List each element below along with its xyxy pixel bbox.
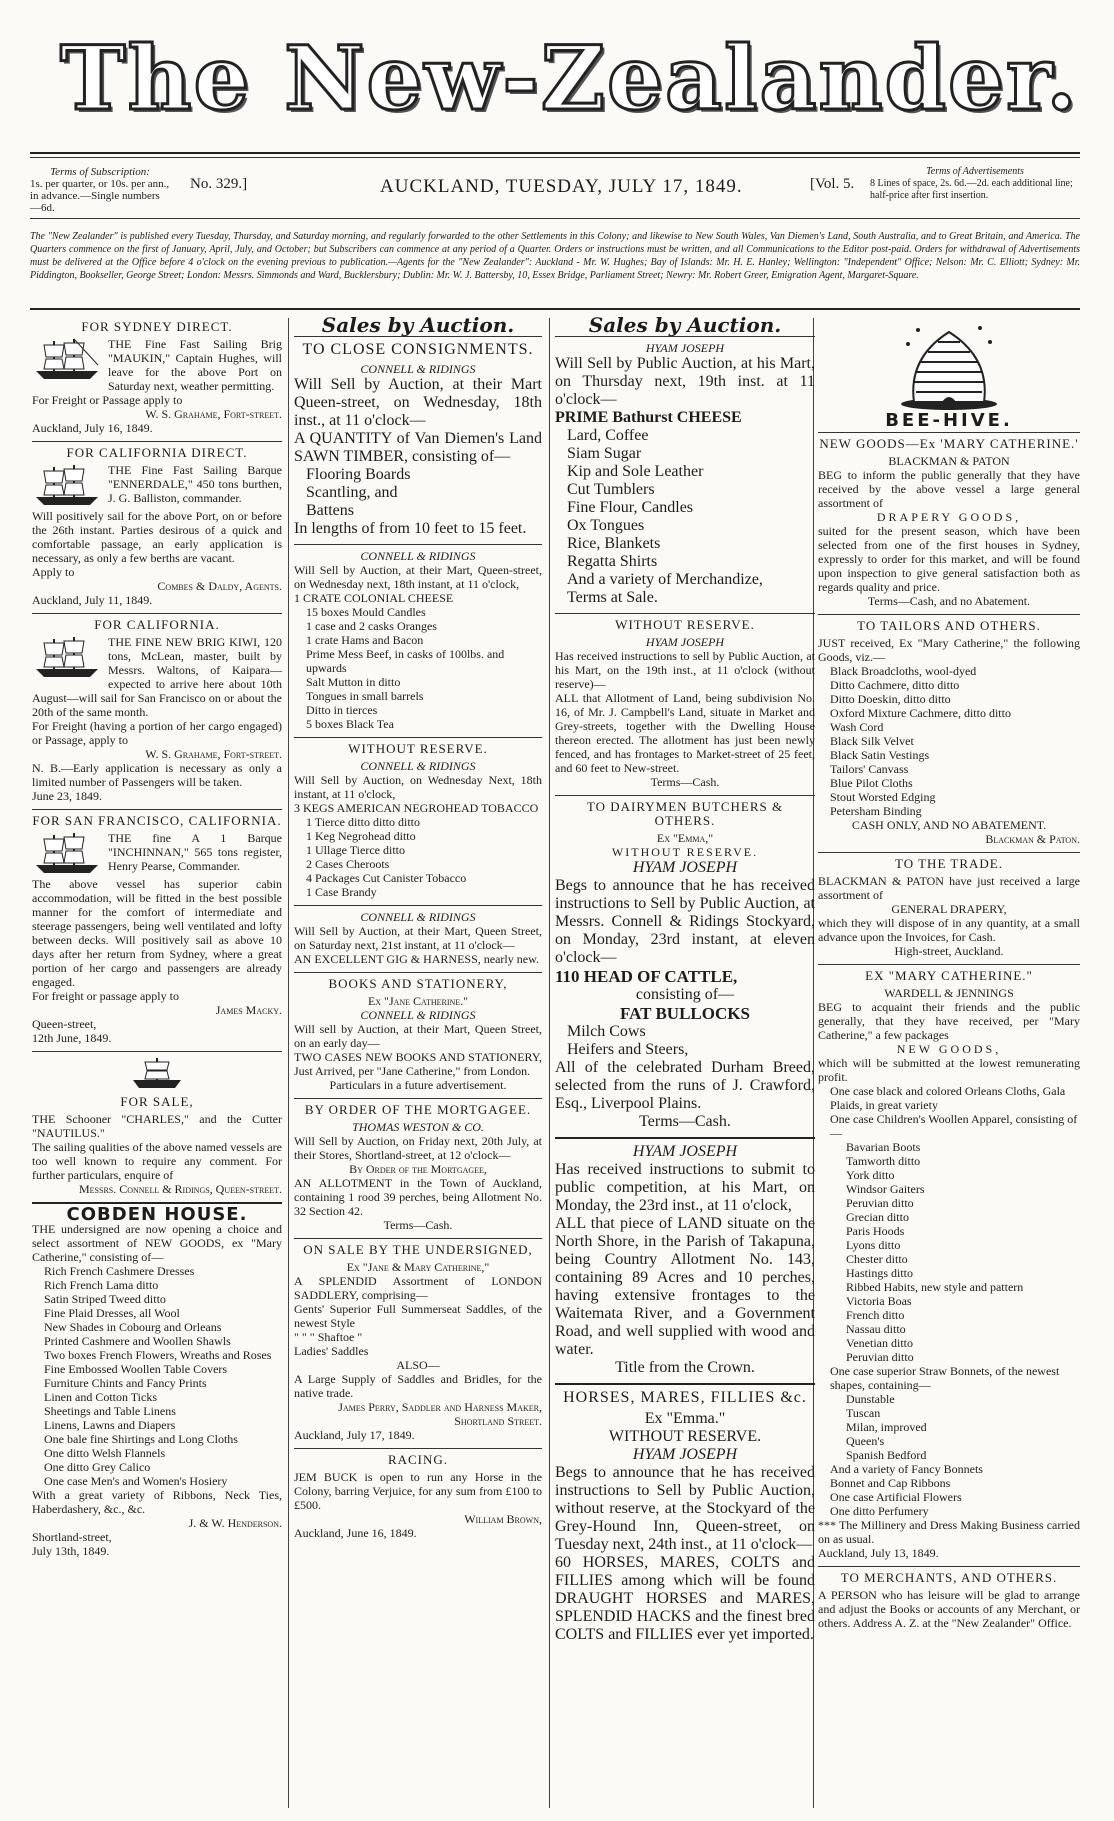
advert-body: Begs to announce that he has received instructions to Sell by Public Auction, at Messrs. Connell & Ridings Stockyard, on Monday, 23rd instant, at eleven o'clock— — [555, 877, 815, 966]
advert-heading: TO CLOSE CONSIGNMENTS. — [302, 341, 534, 358]
advert-cobden-house — [32, 1204, 282, 1558]
advert-body-2: which will be submitted at the lowest remunerating profit. — [818, 1056, 1080, 1084]
advert-tail: All of the celebrated Durham Breed, selected from the runs of J. Crawford, Esq., Liverpool Plains. — [555, 1059, 815, 1112]
advert-heading: BOOKS AND STATIONERY, — [328, 976, 508, 991]
list-item: One case superior Straw Bonnets, of the newest shapes, containing— — [830, 1364, 1060, 1392]
issue-number: No. 329.] — [190, 176, 248, 192]
list-item: New Shades in Cobourg and Orleans — [44, 1320, 222, 1334]
advert-terms: Terms—Cash. — [650, 775, 720, 789]
goods-list — [818, 1462, 1080, 1518]
list-item: And a variety of Merchandize, — [567, 571, 763, 588]
list-item: Black Broadcloths, wool-dyed — [830, 664, 977, 678]
beehive-title: BEE-HIVE. — [885, 410, 1013, 431]
list-item: Venetian ditto — [846, 1336, 913, 1350]
advert-date: 12th June, 1849. — [32, 1031, 112, 1045]
list-item: 1 crate Hams and Bacon — [306, 633, 424, 647]
column-shipping — [32, 318, 282, 1564]
advert-order: By Order of the Mortgagee, — [349, 1162, 487, 1176]
advertisement-terms — [870, 166, 1080, 202]
list-item: 1 Case Brandy — [306, 885, 377, 899]
list-item: One ditto Welsh Flannels — [44, 1446, 166, 1460]
list-item: Blue Pilot Cloths — [830, 776, 913, 790]
advert-freight: For Freight (having a portion of her cargo engaged) or Passage, apply to — [32, 719, 282, 747]
notice-rule — [30, 308, 1080, 310]
advert-sydney — [32, 320, 282, 435]
advert-body: JEM BUCK is open to run any Horse in the Colony, barring Verjuice, for any sum from £100 to £500. — [294, 1470, 542, 1512]
advert-lot-2: consisting of— — [635, 986, 735, 1003]
advert-body: Will Sell by Auction, on Wednesday Next, 18th instant, at 11 o'clock, — [294, 773, 542, 801]
divider — [32, 1051, 282, 1052]
goods-list — [32, 1264, 282, 1488]
advert-signature: J. & W. Henderson. — [188, 1516, 282, 1530]
advert-merchants — [818, 1571, 1080, 1630]
list-item: Rice, Blankets — [567, 535, 661, 552]
advert-title: Title from the Crown. — [615, 1359, 755, 1376]
advert-signature: Combes & Daldy, Agents. — [157, 579, 282, 593]
list-item: Victoria Boas — [846, 1294, 912, 1308]
advert-lot: PRIME Bathurst CHEESE — [555, 409, 742, 426]
advert-body: BLACKMAN & PATON have just received a large assortment of — [818, 874, 1080, 902]
masthead-rule-thin — [30, 157, 1080, 158]
auction-close-consignments — [294, 341, 542, 538]
advert-body: THE FINE NEW BRIG KIWI, 120 tons, McLean, master, built by Messrs. Waltons, of Kaipara—expected to arrive here about 10th August—will sail for San Francisco on or about the 20th of the same month. — [32, 635, 282, 719]
list-item: One case Artificial Flowers — [830, 1490, 962, 1504]
list-item: One case black and colored Orleans Cloths, Gala Plaids, in great variety — [830, 1084, 1066, 1112]
divider — [294, 905, 542, 906]
column-auctions-2 — [555, 313, 815, 1650]
list-item: One ditto Grey Calico — [44, 1460, 151, 1474]
advert-body: Will Sell by Auction, at their Mart Queen-street, on Wednesday, 18th inst., at 11 o'clock— — [294, 376, 542, 429]
list-item: Nassau ditto — [846, 1322, 906, 1336]
advert-body: THE Fine Fast Sailing Barque "ENNERDALE," 450 tons burthen, J. G. Balliston, commander. — [108, 463, 282, 505]
list-item: Ditto Doeskin, ditto ditto — [830, 692, 951, 706]
advert-note: N. B.—Early application is necessary as only a limited number of Passengers will be taken. — [32, 761, 282, 789]
advert-racing — [294, 1453, 542, 1540]
advert-lot: AN EXCELLENT GIG & HARNESS, nearly new. — [294, 952, 539, 966]
advert-body: Gents' Superior Full Summerseat Saddles, of the newest Style — [294, 1302, 542, 1330]
advert-body-2: The sailing qualities of the above named vessels are too well known to require any comment. For further particulars, enquire of — [32, 1140, 282, 1182]
advert-subheading-2: WITHOUT RESERVE. — [611, 845, 759, 859]
list-item: Battens — [306, 502, 354, 519]
divider — [818, 852, 1080, 853]
divider — [294, 972, 542, 973]
list-item: 1 Keg Negrohead ditto — [306, 829, 416, 843]
list-item: Oxford Mixture Cachmere, ditto ditto — [830, 706, 1011, 720]
divider — [294, 737, 542, 738]
goods-sublist — [818, 1140, 1080, 1364]
list-item: Spanish Bedford — [846, 1448, 927, 1462]
masthead-rule — [30, 152, 1080, 154]
list-item: Regatta Shirts — [567, 553, 658, 570]
auction-cheese-merchandize — [555, 341, 815, 607]
list-item: Linens, Lawns and Diapers — [44, 1418, 176, 1432]
advert-lot: A SPLENDID Assortment of LONDON SADDLERY, comprising— — [294, 1274, 542, 1302]
advert-body: A PERSON who has leisure will be glad to arrange and adjust the Books or accounts of any Merchant, or others. Address A. Z. at the "New Zealander" Office. — [818, 1588, 1080, 1630]
advert-body: BEG to inform the public generally that they have received by the above vessel a large general assortment of — [818, 468, 1080, 510]
merchant-name: WARDELL & JENNINGS — [884, 986, 1014, 1000]
list-item: Ditto in tierces — [306, 703, 378, 717]
place-date: AUCKLAND, TUESDAY, JULY 17, 1849. — [380, 176, 743, 197]
list-item: Fine Embossed Woollen Table Covers — [44, 1362, 228, 1376]
auctioneer-name: HYAM JOSEPH — [645, 635, 725, 649]
advert-body: Will Sell by Auction, at their Mart, Queen Street, on Saturday next, 21st instant, at 11 o'clock— — [294, 924, 542, 952]
auction-cattle — [555, 800, 815, 1131]
list-item: Terms at Sale. — [567, 589, 658, 606]
advert-date: July 13th, 1849. — [32, 1544, 110, 1558]
advert-body: THE undersigned are now opening a choice and select assortment of NEW GOODS, ex "Mary Catherine," consisting of— — [32, 1222, 282, 1264]
divider — [32, 441, 282, 442]
advert-lot-3: FAT BULLOCKS — [620, 1004, 750, 1023]
advert-goods: DRAPERY GOODS, — [876, 510, 1022, 524]
auction-takapuna-land — [555, 1143, 815, 1377]
divider — [555, 613, 815, 614]
advert-body-2: The above vessel has superior cabin accommodation, will be fitted in the best possible manner for the comfort of intermediate and steerage passengers, being well ventilated and lofty between decks. Will positively sail as above 10 days after her return from Sydney, where a great portion of her cargo and passengers are already engaged. — [32, 877, 282, 989]
masthead — [60, 14, 1079, 142]
advert-lot: 1 CRATE COLONIAL CHEESE — [294, 591, 454, 605]
auctioneer-name: CONNELL & RIDINGS — [360, 1008, 476, 1022]
advert-goods: GENERAL DRAPERY, — [891, 902, 1007, 916]
advert-heading: FOR CALIFORNIA DIRECT. — [66, 445, 248, 460]
auctioneer-name: THOMAS WESTON & CO. — [352, 1120, 484, 1134]
list-item: Grecian ditto — [846, 1210, 909, 1224]
advert-body: Has received instructions to sell by Public Auction, at his Mart, on the 19th inst., at 11 o'clock (without reserve)— — [555, 649, 815, 691]
list-item: 15 boxes Mould Candles — [306, 605, 426, 619]
advert-body-2: suited for the present season, which have been selected from one of the first houses in Sydney, expressly to order for this market, and will be found upon inspection to give general satisfaction both as regards quality and price. — [818, 524, 1080, 594]
lot-list — [294, 815, 542, 899]
auctioneer-name: HYAM JOSEPH — [632, 859, 738, 876]
list-item: Bonnet and Cap Ribbons — [830, 1476, 951, 1490]
advert-heading: NEW GOODS—Ex 'MARY CATHERINE.' — [819, 436, 1079, 451]
advert-body: Will Sell by Auction, on Friday next, 20th July, at their Stores, Shortland-street, at 12 o'clock— — [294, 1134, 542, 1162]
advert-heading: COBDEN HOUSE. — [66, 1204, 248, 1225]
ship-icon — [32, 831, 102, 875]
auction-cheese — [294, 549, 542, 731]
advert-signature: Messrs. Connell & Ridings, Queen-street. — [78, 1182, 282, 1196]
subscription-terms-body: 1s. per quarter, or 10s. per ann., in advance.—Single numbers—6d. — [30, 178, 170, 214]
advert-heading: WITHOUT RESERVE. — [615, 617, 755, 632]
list-item: Siam Sugar — [567, 445, 642, 462]
advert-date: Auckland, July 16, 1849. — [32, 421, 153, 435]
auctioneer-name: CONNELL & RIDINGS — [360, 759, 476, 773]
advert-body: Will Sell by Auction, at their Mart, Queen-street, on Wednesday next, 18th instant, at 11 o'clock, — [294, 563, 542, 591]
lot-list — [294, 605, 542, 731]
list-item: Fine Flour, Candles — [567, 499, 694, 516]
goods-list — [818, 1084, 1080, 1140]
advert-lot: 60 HORSES, MARES, COLTS and FILLIES among which will be found DRAUGHT HORSES and MARES, SPLENDID HACKS and the finest bred COLTS and FILLIES ever yet imported. — [555, 1554, 815, 1643]
divider — [294, 544, 542, 545]
advert-subheading: Ex "Emma," — [656, 831, 714, 845]
divider — [32, 809, 282, 810]
goods-list — [818, 1364, 1080, 1392]
advert-subheading: Ex "Jane & Mary Catherine," — [346, 1260, 490, 1274]
advert-blackman-paton — [818, 437, 1080, 608]
advert-subheading: Ex "Jane Catherine." — [367, 994, 469, 1008]
advertisement-terms-body: 8 Lines of space, 2s. 6d.—2d. each additional line; half-price after first insertion. — [870, 178, 1073, 201]
advert-california — [32, 618, 282, 803]
advert-subheading-2: WITHOUT RESERVE. — [608, 1428, 762, 1445]
advert-body-2: which they will dispose of in any quantity, at a small advance upon the Invoices, for Cash. — [818, 916, 1080, 944]
advert-body: BEG to acquaint their friends and the public generally, that they have received, per "Mary Catherine," a few packages — [818, 1000, 1080, 1042]
list-item: One ditto Perfumery — [830, 1504, 929, 1518]
section-heading: Sales by Auction. — [321, 313, 515, 337]
advert-goods: NEW GOODS, — [896, 1042, 1002, 1056]
list-item: Peruvian ditto — [846, 1350, 914, 1364]
advert-tail: A Large Supply of Saddles and Bridles, for the native trade. — [294, 1372, 542, 1400]
list-item: Peruvian ditto — [846, 1196, 914, 1210]
advert-terms: Terms—Cash. — [383, 1218, 453, 1232]
auction-tobacco — [294, 742, 542, 899]
advert-date: Auckland, July 11, 1849. — [32, 593, 153, 607]
list-item: Black Satin Vestings — [830, 748, 930, 762]
list-item: Rich French Lama ditto — [44, 1278, 159, 1292]
divider — [555, 795, 815, 796]
advert-body: Will sell by Auction, at their Mart, Queen Street, on an early day— — [294, 1022, 542, 1050]
ship-icon — [32, 337, 102, 381]
divider — [818, 1566, 1080, 1567]
list-item: Ribbed Habits, new style and pattern — [846, 1280, 1024, 1294]
list-item: One case Men's and Women's Hosiery — [44, 1474, 228, 1488]
advert-heading: TO DAIRYMEN BUTCHERS & OTHERS. — [586, 799, 784, 828]
advert-lot: 110 HEAD OF CATTLE, — [555, 967, 738, 986]
advert-heading: HORSES, MARES, FILLIES &c. — [563, 1389, 807, 1406]
dateline — [30, 166, 1080, 212]
auctioneer-name: CONNELL & RIDINGS — [360, 549, 476, 563]
list-item: Black Silk Velvet — [830, 734, 914, 748]
column-divider — [549, 318, 550, 1808]
advert-heading: FOR SYDNEY DIRECT. — [81, 319, 233, 334]
list-item: Two boxes French Flowers, Wreaths and Roses — [44, 1348, 272, 1362]
list-item: French ditto — [846, 1308, 905, 1322]
advert-apply: Apply to — [32, 565, 75, 579]
advert-heading: FOR CALIFORNIA. — [94, 617, 220, 632]
list-item: Rich French Cashmere Dresses — [44, 1264, 195, 1278]
list-item: Tamworth ditto — [846, 1154, 921, 1168]
advert-heading: WITHOUT RESERVE. — [348, 741, 488, 756]
advert-date: Auckland, July 17, 1849. — [294, 1428, 415, 1442]
publication-notice: The "New Zealander" is published every Tuesday, Thursday, and Saturday morning, and regularly forwarded to the other Settlements in this Colony; and likewise to New South Wales, Van Diemen's Land, South Australia, and to Great Britain, and America. The Quarters commence on the first of January, April, July, and October; but Subscribers can commence at any period of a Quarter. Orders or instructions must be written, and all Communications to the Editor post-paid. Orders for withdrawal of Advertisements must be delivered at the Office before 4 o'clock on the evening previous to publication.—Agents for the "New Zealander": Auckland - Mr. W. Hughes; Bay of Islands: Mr. H. E. Hanley; Wellington: "Independent" Office; Nelson: Mr. C. Elliott; Sydney: Mr. Piddington, Bookseller, George Street; London: Messrs. Simmonds and Ward, Bucklersbury; Dublin: Mr. W. J. Battersby, 10, Essex Bridge, Parliament Street; Newry: Mr. Robert Greer, Emigration Agent, Margaret-Square. — [30, 231, 1080, 281]
advert-signature: W. S. Grahame, Fort-street. — [145, 407, 282, 421]
beehive-icon — [894, 318, 1004, 414]
list-item: Fine Plaid Dresses, all Wool — [44, 1306, 180, 1320]
masthead-title: The New-Zealander. — [60, 26, 1079, 130]
list-item: Chester ditto — [846, 1252, 908, 1266]
auctioneer-name: HYAM JOSEPH — [645, 341, 725, 355]
advert-ladies: Ladies' Saddles — [294, 1344, 369, 1358]
list-item: Dunstable — [846, 1392, 895, 1406]
list-item: 1 Tierce ditto ditto ditto — [306, 815, 421, 829]
divider — [555, 1383, 815, 1385]
advert-heading: RACING. — [387, 1452, 449, 1467]
advert-lot: A QUANTITY of Van Diemen's Land SAWN TIMBER, consisting of— — [294, 430, 542, 465]
list-item: 1 Ullage Tierce ditto — [306, 843, 405, 857]
advert-body: JUST received, Ex "Mary Catherine," the following Goods, viz.— — [818, 636, 1080, 664]
list-item: 4 Packages Cut Canister Tobacco — [306, 871, 467, 885]
divider — [818, 432, 1080, 433]
lot-list — [555, 1023, 815, 1059]
advert-subheading: Ex "Emma." — [644, 1410, 726, 1427]
advert-body: THE Fine Fast Sailing Brig "MAUKIN," Captain Hughes, will leave for the above Port on Saturday next, weather permitting. — [108, 337, 282, 393]
section-heading: Sales by Auction. — [588, 313, 782, 337]
list-item: Bavarian Boots — [846, 1140, 921, 1154]
list-item: Cut Tumblers — [567, 481, 655, 498]
lot-list — [294, 466, 542, 520]
list-item: 5 boxes Black Tea — [306, 717, 394, 731]
column-divider — [288, 318, 289, 1808]
goods-list — [818, 664, 1080, 818]
advert-tail: In lengths of from 10 feet to 15 feet. — [294, 520, 527, 537]
divider — [32, 613, 282, 614]
advert-tail: Particulars in a future advertisement. — [329, 1078, 507, 1092]
list-item: Lard, Coffee — [567, 427, 649, 444]
list-item: Flooring Boards — [306, 466, 411, 483]
divider — [818, 964, 1080, 965]
list-item: Windsor Gaiters — [846, 1182, 925, 1196]
merchant-name: BLACKMAN & PATON — [888, 454, 1010, 468]
divider — [294, 1448, 542, 1449]
subscription-terms — [30, 166, 170, 214]
advert-heading: EX "MARY CATHERINE." — [865, 968, 1033, 983]
list-item: 2 Cases Cheroots — [306, 857, 390, 871]
list-item: York ditto — [846, 1168, 895, 1182]
advert-signature: James Perry, Saddler and Harness Maker, Shortland Street. — [338, 1400, 542, 1428]
advert-also: ALSO— — [396, 1358, 440, 1372]
list-item: Ox Tongues — [567, 517, 645, 534]
list-item: Lyons ditto — [846, 1238, 901, 1252]
advert-heading: TO MERCHANTS, AND OTHERS. — [840, 1570, 1058, 1585]
divider — [555, 1137, 815, 1139]
auction-land-allotment — [555, 618, 815, 789]
advert-freight: For freight or passage apply to — [32, 989, 179, 1003]
advert-body: Has received instructions to submit to public competition, at his Mart, on Monday, the 23rd inst., at 11 o'clock, — [555, 1161, 815, 1214]
advert-lot: ALL that Allotment of Land, being subdivision No. 16, of Mr. J. Campbell's Land, situate in Market and Grey-streets, together with the Dwelling House thereon erected. The allotment has just been newly fenced, and has frontages to Market-street of 25 feet, and 60 feet to New-street. — [555, 691, 815, 775]
column-auctions-1 — [294, 313, 542, 1546]
advert-trade — [818, 857, 1080, 958]
list-item: Petersham Binding — [830, 804, 922, 818]
auction-horses — [555, 1389, 815, 1644]
list-item: Hastings ditto — [846, 1266, 914, 1280]
advert-for-sale — [32, 1056, 282, 1196]
advert-lot: AN ALLOTMENT in the Town of Auckland, containing 1 rood 39 perches, being Allotment No. 32 Section 42. — [294, 1176, 542, 1218]
volume-number: [Vol. 5. — [810, 176, 855, 192]
advert-heading: ON SALE BY THE UNDERSIGNED, — [303, 1242, 533, 1257]
list-item: Salt Mutton in ditto — [306, 675, 401, 689]
advert-signature: James Macky. — [215, 1003, 282, 1017]
divider — [294, 1098, 542, 1099]
goods-sublist — [818, 1392, 1080, 1462]
advert-place: Shortland-street, — [32, 1530, 112, 1544]
list-item: Satin Striped Tweed ditto — [44, 1292, 166, 1306]
list-item: Queen's — [846, 1434, 885, 1448]
list-item: Tuscan — [846, 1406, 881, 1420]
list-item: Furniture Chints and Fancy Prints — [44, 1376, 207, 1390]
divider — [818, 614, 1080, 615]
list-item: One bale fine Shirtings and Long Cloths — [44, 1432, 238, 1446]
advert-saddlery — [294, 1243, 542, 1442]
advert-lot: 3 KEGS AMERICAN NEGROHEAD TOBACCO — [294, 801, 539, 815]
advert-wardell-jennings — [818, 969, 1080, 1560]
auction-mortgagee — [294, 1103, 542, 1232]
auction-gig — [294, 910, 542, 966]
advert-tail: With a great variety of Ribbons, Neck Ties, Haberdashery, &c., &c. — [32, 1488, 282, 1516]
advert-date: Auckland, July 13, 1849. — [818, 1546, 939, 1560]
advert-heading: BY ORDER OF THE MORTGAGEE. — [304, 1102, 532, 1117]
auction-books — [294, 977, 542, 1092]
advert-freight: For Freight or Passage apply to — [32, 393, 183, 407]
advert-ditto: " " " Shaftoe " — [294, 1330, 363, 1344]
ship-icon — [32, 463, 102, 507]
list-item: Printed Cashmere and Woollen Shawls — [44, 1334, 231, 1348]
list-item: Milch Cows — [567, 1023, 646, 1040]
column-drapery — [818, 318, 1080, 1636]
auctioneer-name: CONNELL & RIDINGS — [360, 362, 476, 376]
lot-list — [555, 427, 815, 607]
ship-icon — [32, 635, 102, 679]
list-item: Ditto Cachmere, ditto ditto — [830, 678, 960, 692]
list-item: And a variety of Fancy Bonnets — [830, 1462, 983, 1476]
auctioneer-name: CONNELL & RIDINGS — [360, 910, 476, 924]
advert-lot: TWO CASES NEW BOOKS AND STATIONERY, Just Arrived, per "Jane Catherine," from London. — [294, 1050, 542, 1078]
advert-body-2: Will positively sail for the above Port, on or before the 26th instant. Parties desirous of a quick and comfortable passage, an early application is necessary, as only a few berths are vacant. — [32, 509, 282, 565]
advert-body: Begs to announce that he has received instructions to Sell by Public Auction, without reserve, at the Stockyard of the Grey-Hound Inn, Queen-street, on Tuesday next, 24th inst., at 11 o'clock— — [555, 1464, 815, 1553]
advert-place: High-street, Auckland. — [894, 944, 1004, 958]
advert-date: Auckland, June 16, 1849. — [294, 1526, 417, 1540]
advert-san-francisco — [32, 814, 282, 1045]
advert-note: *** The Millinery and Dress Making Business carried on as usual. — [818, 1518, 1080, 1546]
list-item: Kip and Sole Leather — [567, 463, 704, 480]
list-item: Sheetings and Table Linens — [44, 1404, 176, 1418]
list-item: Tailors' Canvass — [830, 762, 909, 776]
advert-heading: TO TAILORS AND OTHERS. — [857, 618, 1041, 633]
advertisement-terms-head: Terms of Advertisements — [926, 166, 1024, 177]
advert-cash-terms: CASH ONLY, AND NO ABATEMENT. — [851, 818, 1047, 832]
advert-signature: William Brown, — [464, 1512, 542, 1526]
list-item: Scantling, and — [306, 484, 398, 501]
list-item: Stout Worsted Edging — [830, 790, 936, 804]
subscription-terms-head: Terms of Subscription: — [50, 166, 150, 178]
advert-place: Queen-street, — [32, 1017, 97, 1031]
advert-terms: Terms—Cash. — [639, 1113, 731, 1130]
list-item: Wash Cord — [830, 720, 884, 734]
advert-lot: ALL that piece of LAND situate on the North Shore, in the Parish of Takapuna, being Country Allotment No. 143, containing 89 Acres and 10 perches, having extensive frontages to the Waitemata River, and a Government Road, and well supplied with wood and water. — [555, 1215, 815, 1358]
advert-california-direct — [32, 446, 282, 607]
advert-signature: W. S. Grahame, Fort-street. — [145, 747, 282, 761]
advert-body: Will Sell by Public Auction, at his Mart, on Thursday next, 19th inst. at 11 o'clock— — [555, 355, 815, 408]
auctioneer-name: HYAM JOSEPH — [632, 1143, 738, 1160]
advert-body: THE fine A 1 Barque "INCHINNAN," 565 tons register, Henry Pearse, Commander. — [108, 831, 282, 873]
schooner-icon — [32, 1056, 282, 1093]
advert-date: June 23, 1849. — [32, 789, 102, 803]
list-item: Prime Mess Beef, in casks of 100lbs. and upwards — [306, 647, 505, 675]
divider — [294, 1238, 542, 1239]
advert-terms: Terms—Cash, and no Abatement. — [867, 594, 1031, 608]
dateline-rule — [30, 218, 1080, 219]
list-item: Tongues in small barrels — [306, 689, 424, 703]
auctioneer-name: HYAM JOSEPH — [632, 1446, 738, 1463]
advert-signature: Blackman & Paton. — [985, 832, 1080, 846]
list-item: Linen and Cotton Ticks — [44, 1390, 158, 1404]
list-item: One case Children's Woollen Apparel, consisting of— — [830, 1112, 1078, 1140]
advert-heading: FOR SAN FRANCISCO, CALIFORNIA. — [32, 813, 282, 828]
advert-tailors — [818, 619, 1080, 846]
advert-heading: TO THE TRADE. — [895, 856, 1003, 871]
advert-body: THE Schooner "CHARLES," and the Cutter "NAUTILUS." — [32, 1112, 282, 1140]
list-item: Milan, improved — [846, 1420, 927, 1434]
list-item: Heifers and Steers, — [567, 1041, 689, 1058]
list-item: 1 case and 2 casks Oranges — [306, 619, 437, 633]
list-item: Paris Hoods — [846, 1224, 905, 1238]
advert-heading: FOR SALE, — [120, 1094, 194, 1109]
